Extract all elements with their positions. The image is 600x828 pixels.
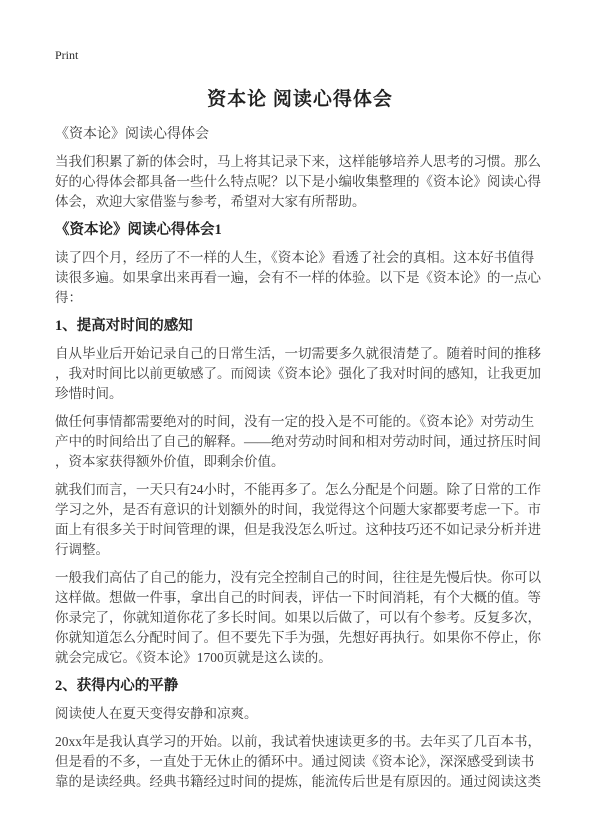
document-subtitle: 《资本论》阅读心得体会 — [55, 127, 209, 142]
paragraph: 自从毕业后开始记录自己的日常生活，一切需要多久就很清楚了。随着时间的推移，我对时间比以前更敏感了。而阅读《资本论》强化了我对时间的感知，让我更加珍惜时间。 — [55, 346, 541, 401]
paragraph: 阅读使人在夏天变得安静和凉爽。 — [55, 706, 258, 721]
paragraph: 一般我们高估了自己的能力，没有完全控制自己的时间，往往是先慢后快。你可以这样做。想做一件事，拿出自己的时间表，评估一下时间消耗，有个大概的值。等你录完了，你就知道你花了多长时间。如果以后做了，可以有个参考。反复多次，你就知道怎么分配时间了。但不要先下手为强，先想好再执行。如果你不停止，你就会完成它。《资本论》1700页就是这么读的。 — [55, 570, 541, 665]
print-link[interactable]: Print — [55, 48, 79, 62]
section-heading: 1、提高对时间的感知 — [55, 318, 193, 334]
section-heading: 《资本论》阅读心得体会1 — [55, 222, 222, 238]
paragraph: 当我们积累了新的体会时，马上将其记录下来，这样能够培养人思考的习惯。那么好的心得体会都具备一些什么特点呢？以下是小编收集整理的《资本论》阅读心得体会，欢迎大家借鉴与参考，希望对大家有所帮助。 — [55, 154, 541, 209]
paragraph: 做任何事情都需要绝对的时间，没有一定的投入是不可能的。《资本论》对劳动生产中的时间给出了自己的解释。——绝对劳动时间和相对劳动时间，通过挤压时间，资本家获得额外价值，即剩余价值。 — [55, 414, 541, 469]
paragraph: 读了四个月，经历了不一样的人生，《资本论》看透了社会的真相。这本好书值得读很多遍。如果拿出来再看一遍，会有不一样的体验。以下是《资本论》的一点心得： — [55, 250, 541, 305]
section-heading: 2、获得内心的平静 — [55, 678, 179, 694]
page-title: 资本论 阅读心得体会 — [207, 89, 393, 110]
paragraph: 就我们而言，一天只有24小时，不能再多了。怎么分配是个问题。除了日常的工作学习之外，是否有意识的计划额外的时间，我觉得这个问题大家都要考虑一下。市面上有很多关于时间管理的课，但是我没怎么听过。这种技巧还不如记录分析并进行调整。 — [55, 482, 541, 557]
document-body — [55, 152, 545, 792]
paragraph: 20xx年是我认真学习的开始。以前，我试着快速读更多的书。去年买了几百本书，但是看的不多，一直处于无休止的循环中。通过阅读《资本论》，深深感受到读书靠的是读经典。经典书籍经过时间的提炼，能流传后世是有原因的。通过阅读这类 — [55, 734, 541, 789]
